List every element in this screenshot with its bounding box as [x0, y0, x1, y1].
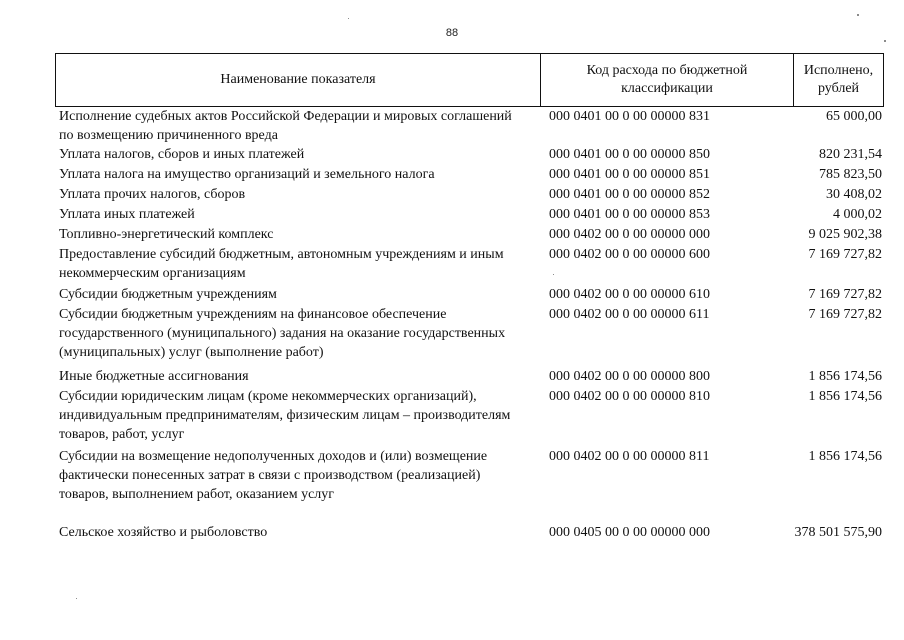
row-executed: 7 169 727,82 [808, 247, 882, 262]
row-executed: 785 823,50 [819, 167, 882, 182]
row-executed: 65 000,00 [826, 109, 882, 124]
table-row [0, 185, 904, 205]
table-body [0, 107, 904, 543]
row-executed: 9 025 902,38 [808, 227, 882, 242]
table-row [0, 205, 904, 225]
row-executed: 820 231,54 [819, 147, 882, 162]
row-code: 000 0401 00 0 00 00000 851 [549, 167, 710, 182]
row-executed: 4 000,02 [833, 207, 882, 222]
table-row [0, 387, 904, 447]
row-name: Субсидии юридическим лицам (кроме некоммерческих организаций), индивидуальным предпринимателям, физическим лицам – производителям товаров, работ, услуг [59, 389, 511, 442]
row-name: Уплата иных платежей [59, 207, 195, 222]
row-name: Субсидии бюджетным учреждениям на финансовое обеспечение государственного (муниципального) задания на оказание государственных (муниципальных) услуг (выполнение работ) [59, 307, 506, 360]
table-row [0, 305, 904, 367]
row-name: Субсидии на возмещение недополученных доходов и (или) возмещение фактически понесенных затрат в связи с производством (реализацией) товаров, выполнением работ, оказанием услуг [59, 449, 488, 502]
table-row [0, 107, 904, 145]
row-code: 000 0405 00 0 00 00000 000 [549, 525, 710, 540]
row-executed: 1 856 174,56 [808, 389, 882, 404]
table-row [0, 165, 904, 185]
row-code: 000 0402 00 0 00 00000 800 [549, 369, 710, 384]
header-code: Код расхода по бюджетной классификации [540, 54, 793, 106]
row-code: 000 0402 00 0 00 00000 810 [549, 389, 710, 404]
table-row [0, 285, 904, 305]
table-row [0, 367, 904, 387]
row-code: 000 0402 00 0 00 00000 811 [549, 449, 710, 464]
row-executed: 7 169 727,82 [808, 287, 882, 302]
header-executed: Исполнено, рублей [793, 54, 883, 106]
row-code: 000 0401 00 0 00 00000 853 [549, 207, 710, 222]
table-row [0, 145, 904, 165]
row-name: Исполнение судебных актов Российской Федерации и мировых соглашений по возмещению причиненного вреда [59, 109, 512, 143]
row-executed: 30 408,02 [826, 187, 882, 202]
scan-speck [857, 14, 859, 16]
row-code: 000 0402 00 0 00 00000 000 [549, 227, 710, 242]
row-code: 000 0402 00 0 00 00000 600 [549, 247, 710, 262]
row-code: 000 0401 00 0 00 00000 831 [549, 109, 710, 124]
table-row [0, 245, 904, 285]
row-name: Иные бюджетные ассигнования [59, 369, 249, 384]
row-name: Уплата прочих налогов, сборов [59, 187, 246, 202]
row-executed: 7 169 727,82 [808, 307, 882, 322]
row-code: 000 0401 00 0 00 00000 850 [549, 147, 710, 162]
table-row [0, 225, 904, 245]
table-row [0, 523, 904, 543]
row-executed: 1 856 174,56 [808, 369, 882, 384]
row-code: 000 0402 00 0 00 00000 611 [549, 307, 710, 322]
row-name: Уплата налогов, сборов и иных платежей [59, 147, 305, 162]
row-name: Сельское хозяйство и рыболовство [59, 525, 268, 540]
page-number: 88 [445, 27, 459, 39]
table-header [55, 53, 884, 107]
row-executed: 1 856 174,56 [808, 449, 882, 464]
scan-speck [553, 274, 554, 275]
row-name: Топливно-энергетический комплекс [59, 227, 274, 242]
row-name: Предоставление субсидий бюджетным, автономным учреждениям и иным некоммерческим организациям [59, 247, 504, 281]
scan-speck [348, 18, 349, 19]
row-code: 000 0401 00 0 00 00000 852 [549, 187, 710, 202]
scan-speck [884, 40, 886, 42]
header-name: Наименование показателя [220, 72, 376, 87]
row-name: Субсидии бюджетным учреждениям [59, 287, 277, 302]
table-row [0, 447, 904, 523]
row-executed: 378 501 575,90 [794, 525, 882, 540]
row-name: Уплата налога на имущество организаций и земельного налога [59, 167, 435, 182]
scan-speck [76, 598, 77, 599]
row-code: 000 0402 00 0 00 00000 610 [549, 287, 710, 302]
